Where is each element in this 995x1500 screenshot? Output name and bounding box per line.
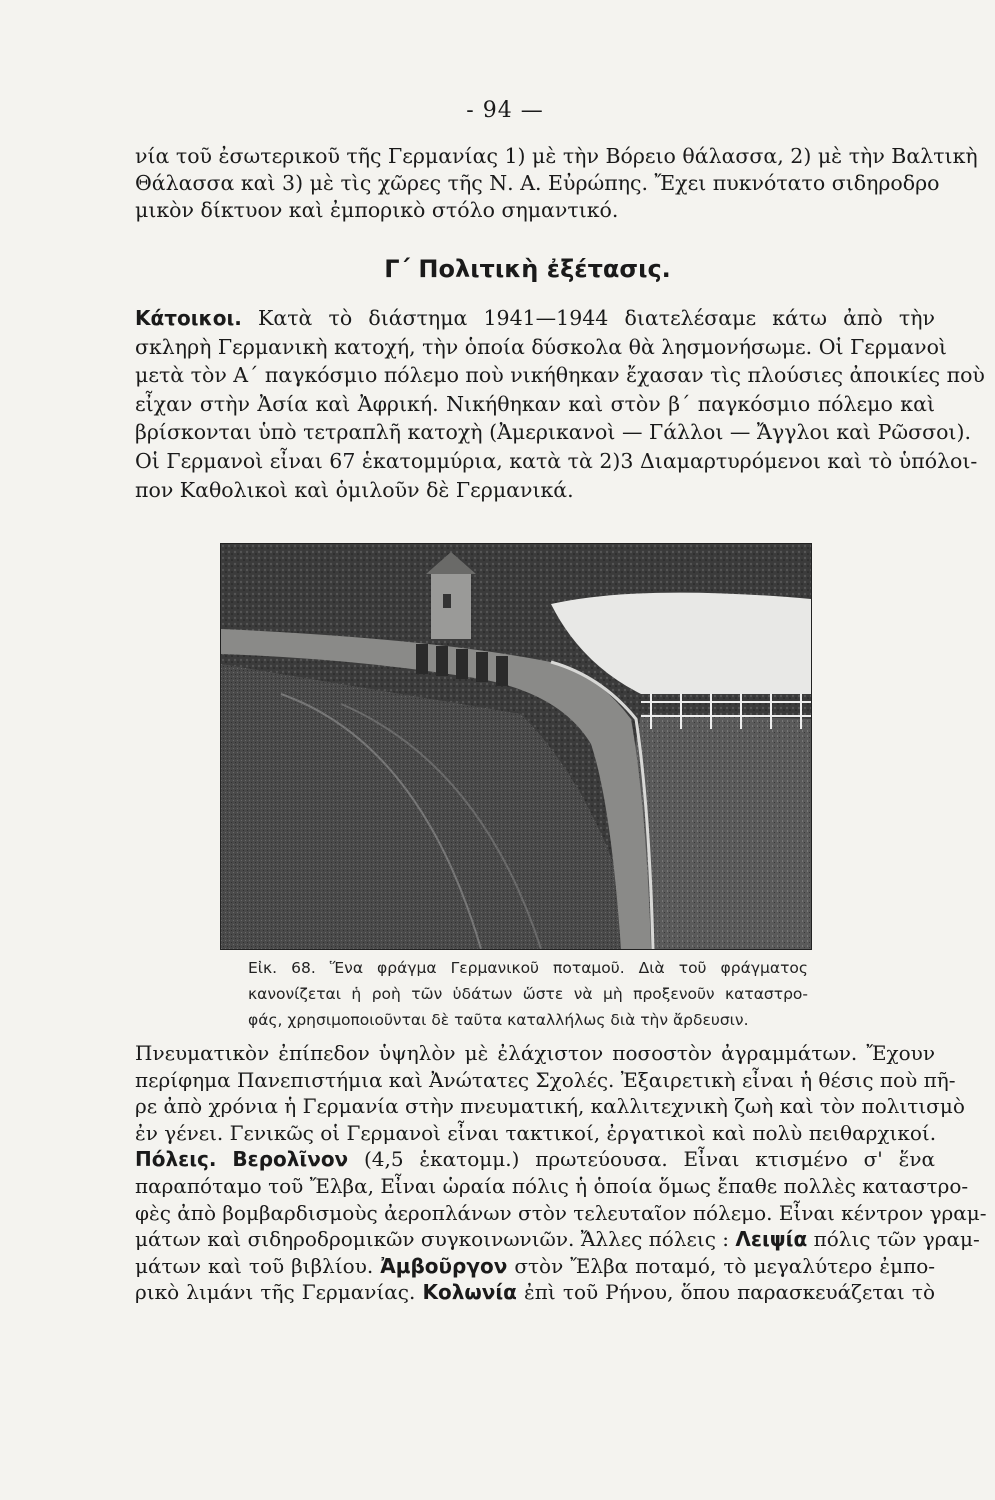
text-line: Θάλασσα καὶ 3) μὲ τὶς χῶρες τῆς Ν. Α. Εὐρώπης. Ἔχει πυκνότατο σιδηροδρο — [135, 171, 940, 195]
caption-line: Εἰκ. 68. Ἕνα φράγμα Γερμανικοῦ ποταμοῦ. Διὰ τοῦ φράγματος — [248, 959, 808, 977]
cities-lead: Πόλεις. — [135, 1147, 217, 1172]
page-number: - 94 — — [466, 98, 544, 123]
text-line: πον Καθολικοὶ καὶ ὁμιλοῦν δὲ Γερμανικά. — [135, 477, 574, 502]
residents-lead: Κάτοικοι. — [135, 306, 242, 330]
text-run: Κατὰ τὸ διάστημα 1941—1944 διατελέσαμε κάτω ἀπὸ τὴν — [258, 306, 935, 330]
text-line: ἐν γένει. Γενικῶς οἱ Γερμανοὶ εἶναι τακτικοί, ἐργατικοὶ καὶ πολὺ πειθαρχικοί. — [135, 1120, 937, 1145]
text-run: πόλις τῶν γραμ- — [813, 1227, 980, 1252]
text-run: (4,5 ἑκατομμ.) πρωτεύουσα. Εἶναι κτισμένο σ' ἕνα — [363, 1147, 935, 1172]
berlin-name: Βερολῖνον — [232, 1147, 349, 1172]
text-line: σκληρὴ Γερμανικὴ κατοχή, τὴν ὁποία δύσκολα θὰ λησμονήσωμε. Οἱ Γερμανοὶ — [135, 334, 947, 359]
cologne-name: Κολωνία — [422, 1280, 517, 1305]
hamburg-name: Ἀμβοῦργον — [380, 1253, 508, 1278]
text-line: ρε ἀπὸ χρόνια ἡ Γερμανία στὴν πνευματική, καλλιτεχνικὴ ζωὴ καὶ τὸν πολιτισμὸ — [135, 1094, 965, 1119]
text-line: μετὰ τὸν Α΄ παγκόσμιο πόλεμο ποὺ νικήθηκαν ἔχασαν τὶς πλούσιες ἀποικίες ποὺ — [135, 363, 985, 388]
text-line — [135, 304, 935, 333]
caption-line: φάς, χρησιμοποιοῦνται δὲ ταῦτα καταλλήλως διὰ τὴν ἄρδευσιν. — [248, 1011, 749, 1029]
text-run: στὸν Ἔλβα ποταμό, τὸ μεγαλύτερο ἐμπο- — [514, 1253, 936, 1278]
text-line — [135, 1253, 935, 1280]
leipzig-name: Λειψία — [735, 1227, 808, 1252]
dam-photo — [220, 543, 812, 950]
caption-line: κανονίζεται ἡ ροὴ τῶν ὑδάτων ὥστε νὰ μὴ προξενοῦν καταστρο- — [248, 985, 808, 1003]
text-line: παραπόταμο τοῦ Ἔλβα, Εἶναι ὡραία πόλις ἡ ὁποία ὅμως ἔπαθε πολλὲς καταστρο- — [135, 1173, 969, 1198]
text-run: μάτων καὶ σιδηροδρομικῶν συγκοινωνιῶν. Ἄλλες πόλεις : — [135, 1227, 730, 1252]
text-line: μικὸν δίκτυον καὶ ἐμπορικὸ στόλο σημαντικό. — [135, 198, 619, 222]
text-line — [135, 1279, 935, 1306]
figure-caption — [248, 955, 808, 1033]
text-line: βρίσκονται ὑπὸ τετραπλῆ κατοχὴ (Ἀμερικανοὶ — Γάλλοι — Ἄγγλοι καὶ Ρῶσσοι). — [135, 420, 971, 445]
text-line — [135, 1226, 980, 1253]
text-line: φὲς ἀπὸ βομβαρδισμοὺς ἀεροπλάνων στὸν τελευταῖον πόλεμο. Εἶναι κέντρον γραμ- — [135, 1200, 987, 1225]
intro-paragraph — [135, 143, 978, 224]
culture-and-cities — [135, 1040, 987, 1306]
dam-illustration — [221, 544, 811, 949]
text-line: Οἱ Γερμανοὶ εἶναι 67 ἑκατομμύρια, κατὰ τὰ 2)3 Διαμαρτυρόμενοι καὶ τὸ ὑπόλοι- — [135, 448, 978, 473]
residents-paragraph — [135, 304, 985, 504]
text-line: νία τοῦ ἐσωτερικοῦ τῆς Γερμανίας 1) μὲ τὴν Βόρειο θάλασσα, 2) μὲ τὴν Βαλτικὴ — [135, 144, 978, 168]
text-line: εἶχαν στὴν Ἀσία καὶ Ἀφρική. Νικήθηκαν καὶ στὸν β΄ παγκόσμιο πόλεμο καὶ — [135, 391, 935, 416]
text-run: μάτων καὶ τοῦ βιβλίου. — [135, 1253, 374, 1278]
text-line: Πνευματικὸν ἐπίπεδον ὑψηλὸν μὲ ἐλάχιστον ποσοστὸν ἀγραμμάτων. Ἔχουν — [135, 1041, 935, 1065]
text-run: ρικὸ λιμάνι τῆς Γερμανίας. — [135, 1280, 416, 1305]
text-run: ἐπὶ τοῦ Ρήνου, ὅπου παρασκευάζεται τὸ — [524, 1280, 936, 1305]
text-line — [135, 1146, 935, 1173]
text-line: περίφημα Πανεπιστήμια καὶ Ἀνώτατες Σχολές. Ἐξαιρετικὴ εἶναι ἡ θέσις ποὺ πῆ- — [135, 1067, 956, 1092]
section-heading: Γ΄ Πολιτικὴ ἐξέτασις. — [384, 255, 671, 283]
